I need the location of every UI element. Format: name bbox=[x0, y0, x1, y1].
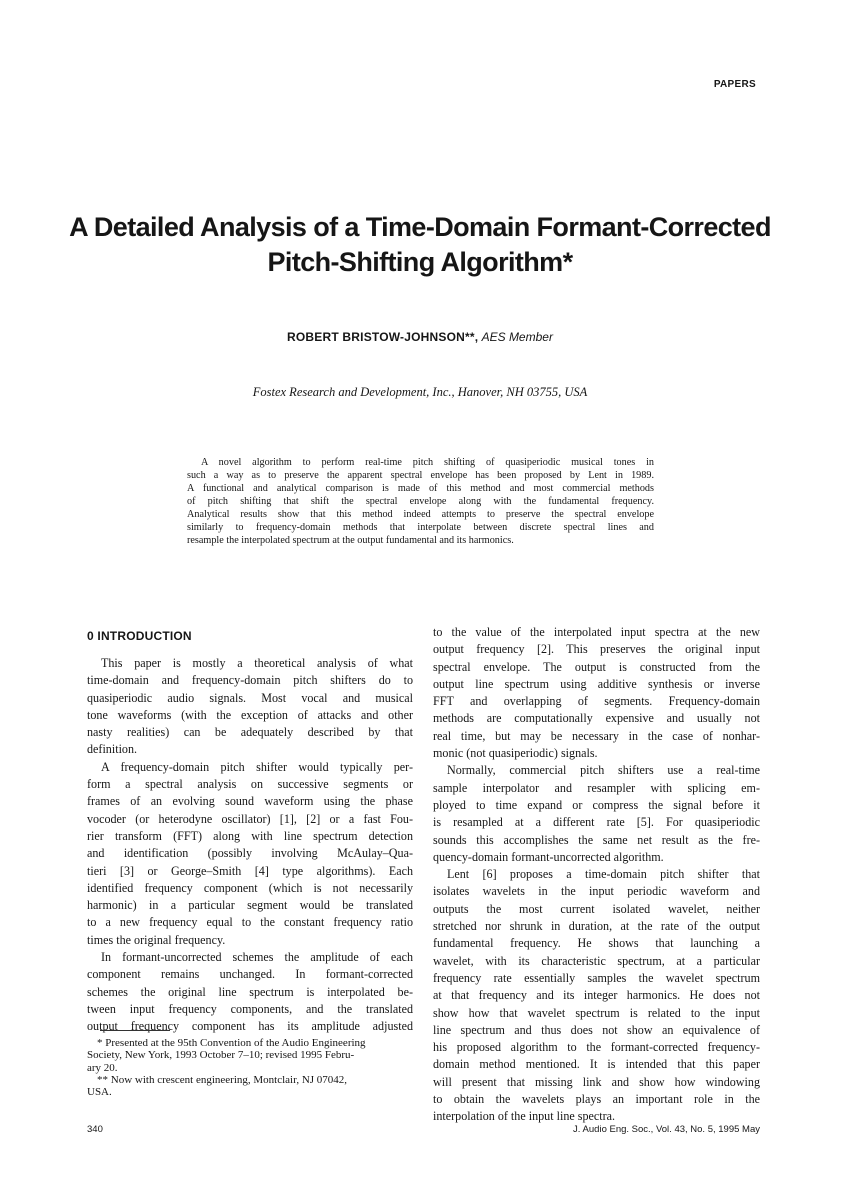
left-column-line: output frequency component has its amplitude adjusted bbox=[87, 1019, 413, 1034]
right-column-line: quency-domain formant-uncorrected algorithm. bbox=[433, 849, 664, 864]
abstract bbox=[187, 456, 654, 547]
right-column-line: output frequency [2]. This preserves the original input bbox=[433, 642, 760, 657]
left-column-line: nasty realities) can be adequately described by that bbox=[87, 725, 413, 740]
right-column-line: is resampled at a different rate [5]. For quasiperiodic bbox=[433, 815, 760, 830]
footnote-line: ** Now with crescent engineering, Montclair, NJ 07042, bbox=[97, 1073, 348, 1086]
paper-title bbox=[60, 210, 780, 280]
left-column-line: A frequency-domain pitch shifter would typically per- bbox=[101, 759, 413, 774]
author-affiliation: Fostex Research and Development, Inc., Hanover, NH 03755, USA bbox=[252, 385, 588, 399]
right-column-line: will present that missing link and show how windowing bbox=[433, 1074, 760, 1089]
left-column-line: times the original frequency. bbox=[87, 932, 226, 947]
right-column-line: isolates wavelets in the input periodic waveform and bbox=[433, 884, 760, 899]
right-column-line: stretched nor shrunk in duration, at the rate of the output bbox=[433, 919, 760, 934]
left-column-line: identified frequency component (which is not necessarily bbox=[87, 880, 413, 895]
left-column-line: component remains unchanged. In formant-corrected bbox=[87, 967, 413, 982]
right-column-line: output line spectrum using additive synthesis or inverse bbox=[433, 676, 760, 691]
left-column-line: In formant-uncorrected schemes the amplitude of each bbox=[101, 950, 413, 965]
abstract-line: of pitch shifting that shift the spectral envelope along with the fundamental frequency. bbox=[187, 496, 654, 507]
right-column-line: wavelet, with its characteristic spectrum, at a particular bbox=[433, 953, 760, 968]
right-column-line: spectral envelope. The output is constructed from the bbox=[433, 659, 760, 674]
footnote-line: USA. bbox=[87, 1086, 112, 1099]
left-column-line: vocoder (or heterodyne oscillator) [1], [2] or a fast Fou- bbox=[87, 811, 413, 826]
right-column-line: his proposed algorithm to the formant-corrected frequency- bbox=[433, 1040, 760, 1055]
right-column-line: at that frequency and its integer harmonics. He does not bbox=[433, 988, 760, 1003]
paper-title-line-2: Pitch-Shifting Algorithm* bbox=[267, 247, 573, 277]
footnote-line: ary 20. bbox=[87, 1061, 118, 1074]
left-column-line: and identification (possibly involving McAulay–Qua- bbox=[87, 846, 413, 861]
right-column-line: domain method mentioned. It is intended that this paper bbox=[433, 1057, 760, 1072]
abstract-line: resample the interpolated spectrum at the output fundamental and its harmonics. bbox=[187, 535, 514, 546]
abstract-line: A functional and analytical comparison is made of this method and most commercial methods bbox=[187, 483, 654, 494]
author-membership: AES Member bbox=[481, 330, 553, 344]
left-column-line: frames of an evolving sound waveform using the phase bbox=[87, 794, 413, 809]
right-column-line: frequency rate essentially samples the wavelet spectrum bbox=[433, 970, 760, 985]
left-column-body bbox=[87, 655, 413, 1036]
left-column-line: tween input frequency components, and the translated bbox=[87, 1001, 413, 1016]
page-number: 340 bbox=[87, 1124, 103, 1135]
abstract-line: A novel algorithm to perform real-time pitch shifting of quasiperiodic musical tones in bbox=[201, 457, 654, 468]
left-column-line: schemes the original line spectrum is interpolated be- bbox=[87, 984, 413, 999]
abstract-line: Analytical results show that this method indeed attempts to preserve the spectral envelope bbox=[187, 509, 654, 520]
right-column-line: to the value of the interpolated input spectra at the new bbox=[433, 625, 760, 639]
author-name: ROBERT BRISTOW-JOHNSON**, bbox=[287, 330, 479, 344]
left-column-line: This paper is mostly a theoretical analysis of what bbox=[101, 656, 413, 670]
right-column bbox=[433, 624, 760, 1126]
footnotes bbox=[87, 1037, 413, 1098]
left-column-line: rier transform (FFT) along with line spectrum detection bbox=[87, 828, 413, 843]
left-column-line: to a new frequency equal to the constant frequency ratio bbox=[87, 915, 413, 930]
left-column-line: harmonic) in a particular segment would be translated bbox=[87, 898, 413, 913]
abstract-line: similarly to frequency-domain methods that interpolate between discrete spectral lines and bbox=[187, 522, 654, 533]
right-column-line: monic (not quasiperiodic) signals. bbox=[433, 746, 598, 761]
left-column bbox=[87, 628, 413, 1036]
paper-title-line-1: A Detailed Analysis of a Time-Domain Formant-Corrected bbox=[69, 212, 771, 242]
right-column-line: real time, but may be necessary in the case of nonhar- bbox=[433, 728, 760, 743]
right-column-line: methods are computationally expensive and usually not bbox=[433, 711, 760, 726]
left-column-line: tone waveforms (with the exception of attacks and other bbox=[87, 707, 413, 722]
right-column-line: FFT and overlapping of segments. Frequency-domain bbox=[433, 694, 760, 709]
right-column-line: outputs the most current isolated wavelet, neither bbox=[433, 901, 760, 916]
right-column-line: Lent [6] proposes a time-domain pitch shifter that bbox=[447, 867, 760, 882]
right-column-line: interpolation of the input line spectra. bbox=[433, 1109, 616, 1124]
left-column-line: time-domain and frequency-domain pitch shifters do to bbox=[87, 673, 413, 688]
right-column-line: fundamental frequency. He shows that launching a bbox=[433, 936, 760, 951]
section-heading: 0 INTRODUCTION bbox=[87, 629, 192, 643]
left-column-line: tieri [3] or George–Smith [4] type algorithms). Each bbox=[87, 863, 413, 878]
journal-citation: J. Audio Eng. Soc., Vol. 43, No. 5, 1995 May bbox=[573, 1124, 760, 1135]
footnote-divider bbox=[100, 1030, 170, 1031]
left-column-line: form a spectral analysis on successive segments or bbox=[87, 777, 413, 792]
right-column-line: sounds this accomplishes the same net result as the fre- bbox=[433, 832, 760, 847]
abstract-line: such a way as to preserve the apparent spectral envelope has been proposed by Lent in 1989. bbox=[187, 470, 654, 481]
footnote-line: Society, New York, 1993 October 7–10; revised 1995 Febru- bbox=[87, 1049, 355, 1062]
right-column-line: ployed to time expand or compress the signal before it bbox=[433, 797, 760, 812]
running-head: PAPERS bbox=[713, 79, 756, 90]
left-column-line: quasiperiodic audio signals. Most vocal and musical bbox=[87, 690, 413, 705]
right-column-line: to obtain the wavelets plays an important role in the bbox=[433, 1092, 760, 1107]
left-column-line: definition. bbox=[87, 742, 138, 757]
byline bbox=[60, 330, 780, 344]
right-column-line: sample interpolator and resampler with splicing em- bbox=[433, 780, 760, 795]
footnote-line: * Presented at the 95th Convention of the Audio Engineering bbox=[97, 1037, 366, 1049]
right-column-line: Normally, commercial pitch shifters use a real-time bbox=[447, 763, 760, 778]
right-column-line: line spectrum and thus does not show an equivalence of bbox=[433, 1022, 760, 1037]
right-column-line: show how that wavelet spectrum is related to the input bbox=[433, 1005, 760, 1020]
